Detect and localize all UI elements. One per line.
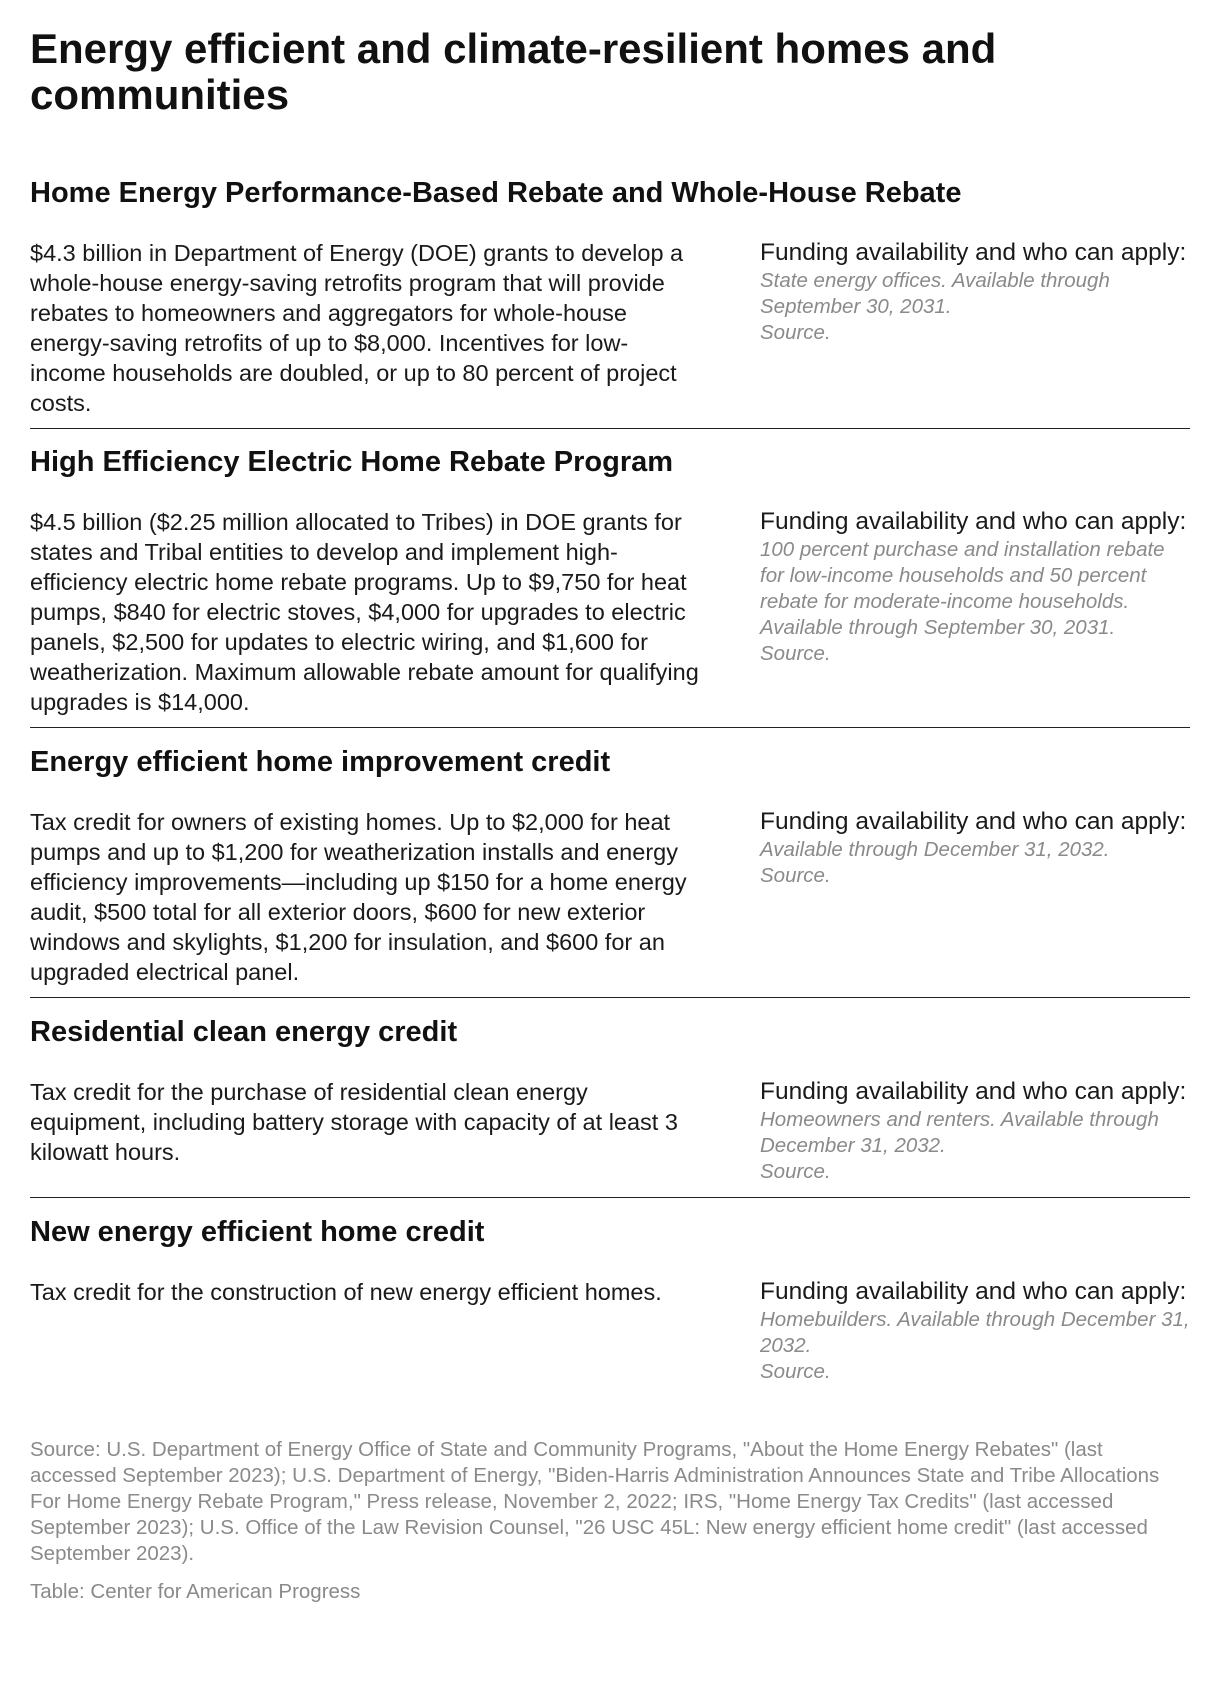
funding-details: State energy offices. Available through September 30, 2031.: [760, 269, 1110, 318]
program-description: $4.5 billion ($2.25 million allocated to Tribes) in DOE grants for states and Tribal entities to develop and implement high-efficiency electric home rebate programs. Up to $9,750 for heat pumps, $840 for electric stoves, $4,000 for upgrades to electric panels, $2,500 for updates to electric wiring, and $1,600 for weatherization. Maximum allowable rebate amount for qualifying upgrades is $14,000.: [30, 509, 699, 715]
funding-heading: Funding availability and who can apply:: [760, 1278, 1187, 1305]
program-table: [30, 176, 1190, 1393]
funding-column: [760, 807, 1190, 987]
table-row: [30, 997, 1190, 1197]
source-link[interactable]: Source.: [760, 321, 831, 344]
program-description: $4.3 billion in Department of Energy (DOE) grants to develop a whole-house energy-saving retrofits program that will provide rebates to homeowners and aggregators for whole-house energy-saving retrofits of up to $8,000. Incentives for low-income households are doubled, or up to 80 percent of project costs.: [30, 240, 684, 416]
row-body: [30, 1077, 1190, 1197]
source-link[interactable]: Source.: [760, 1360, 831, 1383]
funding-column: [760, 1077, 1190, 1185]
table-row: [30, 428, 1190, 727]
funding-column: [760, 507, 1190, 717]
footer-sources: Source: U.S. Department of Energy Office of State and Community Programs, "About the Home Energy Rebates" (last accessed September 2023); U.S. Department of Energy, "Biden-Harris Administration Announces State and Tribe Allocations For Home Energy Rebate Program," Press release, November 2, 2022; IRS, "Home Energy Tax Credits" (last accessed September 2023); U.S. Office of the Law Revision Counsel, "26 USC 45L: New energy efficient home credit" (last accessed September 2023).: [30, 1438, 1160, 1565]
program-title: Home Energy Performance-Based Rebate and Whole-House Rebate: [30, 177, 962, 209]
row-body: [30, 238, 1190, 428]
program-description: Tax credit for owners of existing homes. Up to $2,000 for heat pumps and up to $1,200 for weatherization installs and energy efficiency improvements—including up $150 for a home energy audit, $500 total for all exterior doors, $600 for new exterior windows and skylights, $1,200 for insulation, and $600 for an upgraded electrical panel.: [30, 809, 687, 985]
program-description: Tax credit for the construction of new energy efficient homes.: [30, 1279, 662, 1305]
row-body: [30, 1277, 1190, 1393]
funding-details: Homeowners and renters. Available through December 31, 2032.: [760, 1108, 1159, 1157]
program-title: Residential clean energy credit: [30, 1016, 458, 1048]
table-row: [30, 727, 1190, 997]
table-row: [30, 1197, 1190, 1393]
footer: [30, 1437, 1190, 1605]
funding-column: [760, 1277, 1190, 1385]
funding-details: Homebuilders. Available through December 31, 2032.: [760, 1308, 1190, 1357]
funding-heading: Funding availability and who can apply:: [760, 808, 1187, 835]
funding-details: 100 percent purchase and installation rebate for low-income households and 50 percent rebate for moderate-income households. Available through September 30, 2031.: [760, 538, 1165, 639]
program-title: Energy efficient home improvement credit: [30, 746, 611, 778]
footer-credit: Table: Center for American Progress: [30, 1580, 361, 1603]
funding-heading: Funding availability and who can apply:: [760, 508, 1187, 535]
row-body: [30, 507, 1190, 727]
funding-heading: Funding availability and who can apply:: [760, 1078, 1187, 1105]
funding-details: Available through December 31, 2032.: [760, 838, 1110, 861]
source-link[interactable]: Source.: [760, 864, 831, 887]
program-title: High Efficiency Electric Home Rebate Program: [30, 446, 674, 478]
source-link[interactable]: Source.: [760, 1160, 831, 1183]
funding-heading: Funding availability and who can apply:: [760, 239, 1187, 266]
funding-column: [760, 238, 1190, 418]
program-description: Tax credit for the purchase of residential clean energy equipment, including battery storage with capacity of at least 3 kilowatt hours.: [30, 1079, 678, 1165]
source-link[interactable]: Source.: [760, 642, 831, 665]
page-title: Energy efficient and climate-resilient homes and communities: [30, 25, 997, 118]
table-row: [30, 176, 1190, 428]
row-body: [30, 807, 1190, 997]
program-title: New energy efficient home credit: [30, 1216, 485, 1248]
